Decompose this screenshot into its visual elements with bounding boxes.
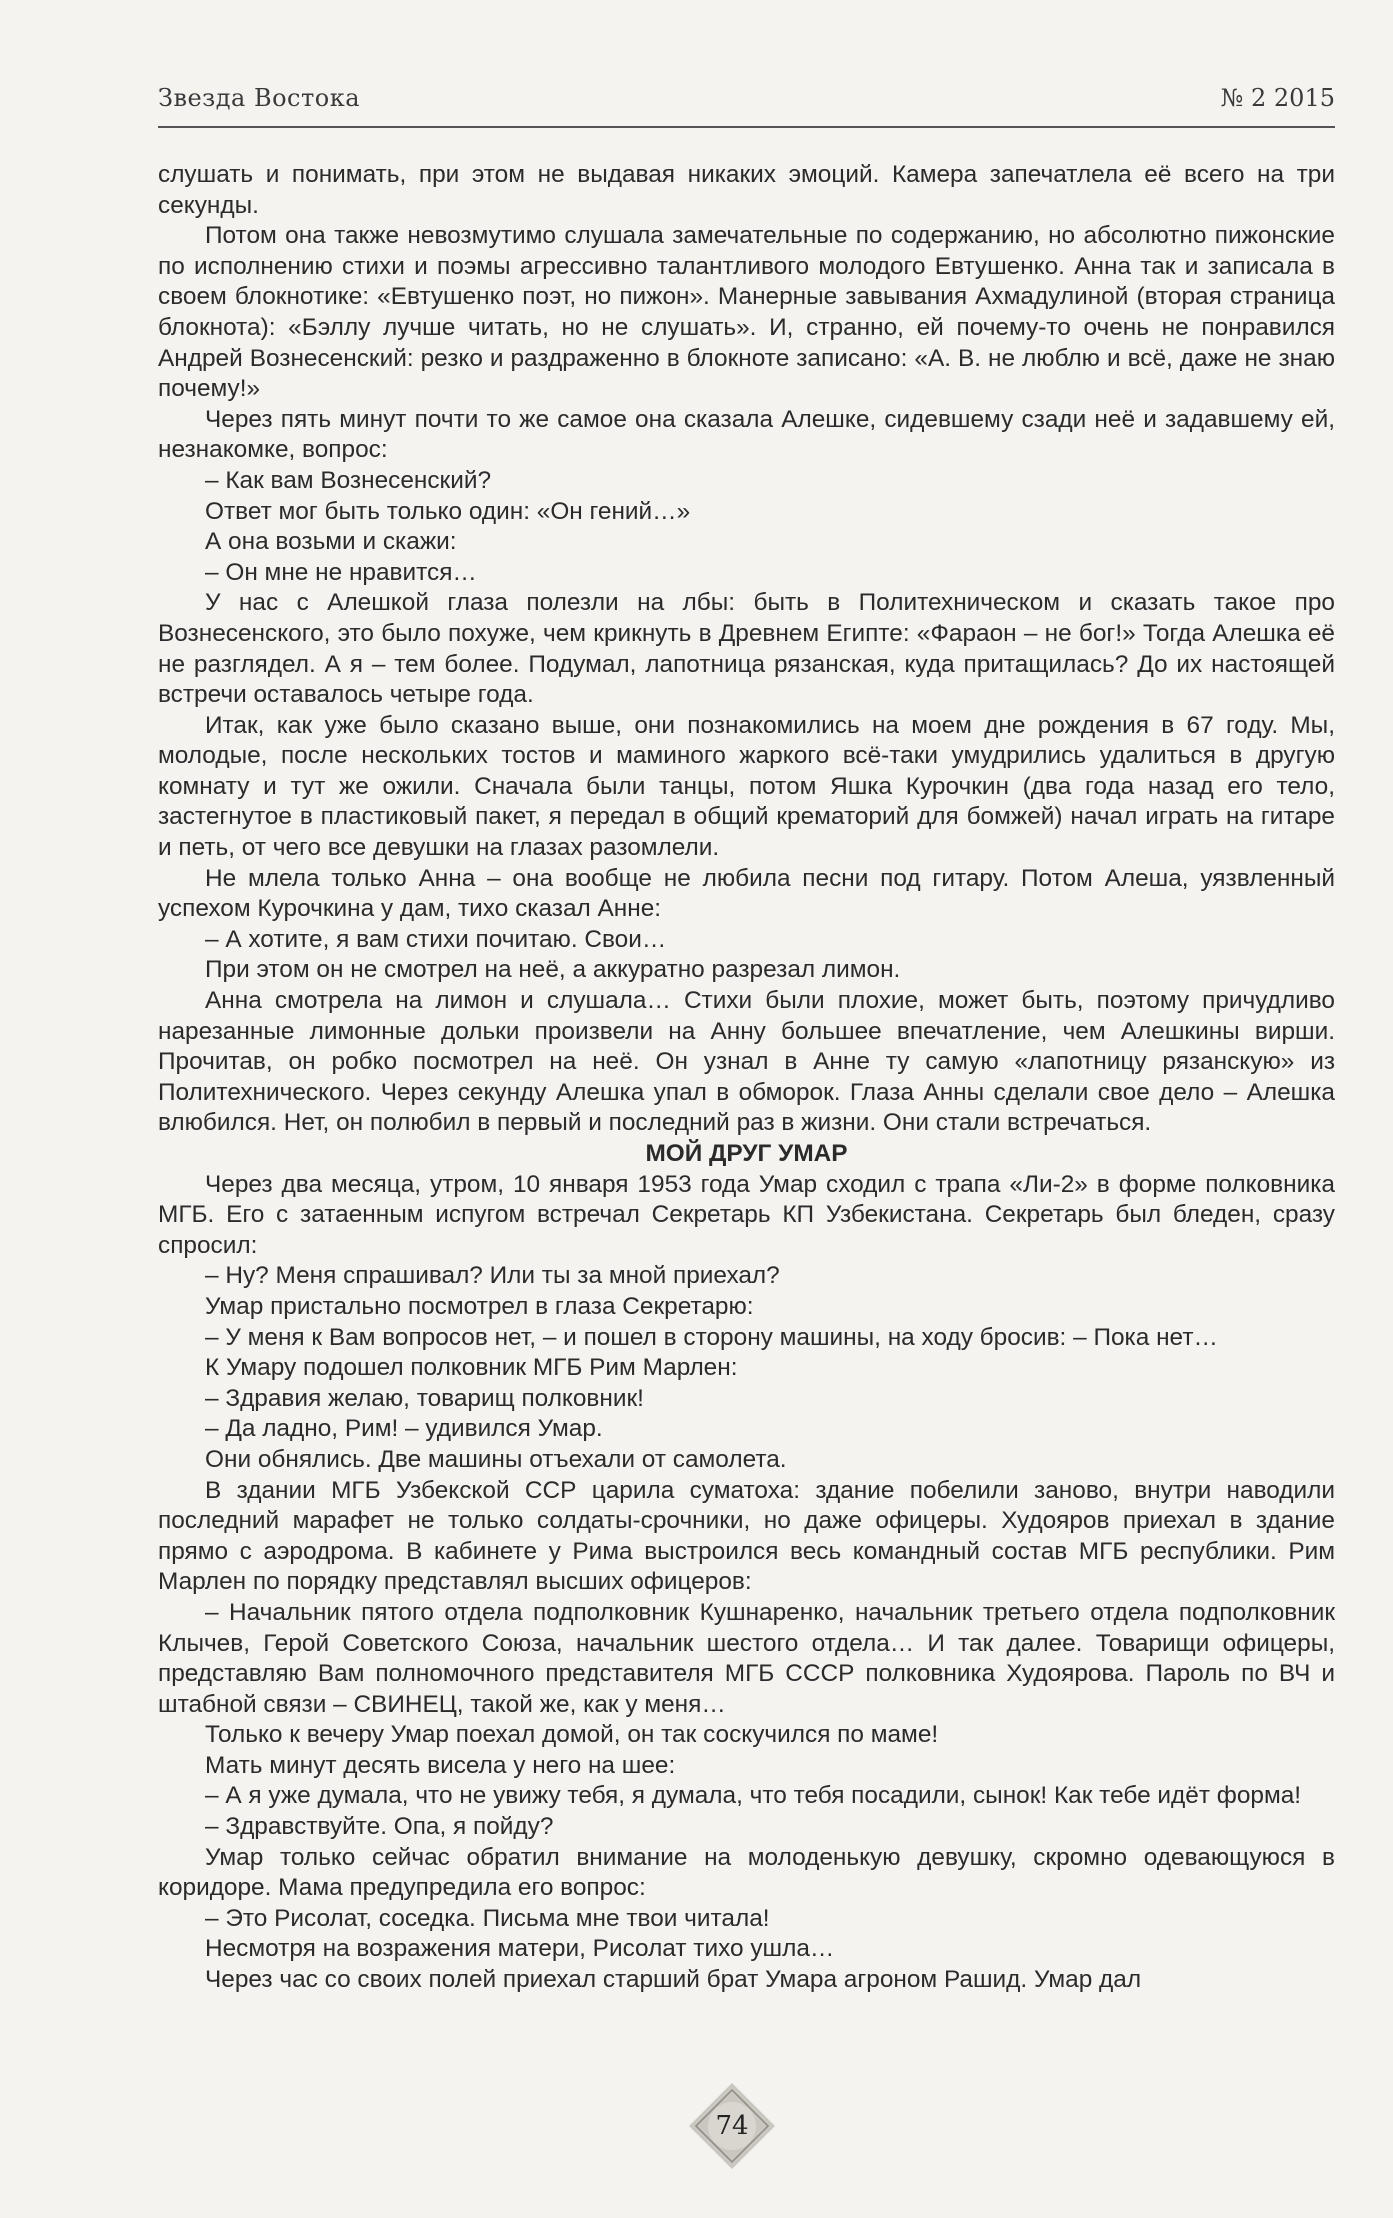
paragraph: Ответ мог быть только один: «Он гений…» [205, 497, 691, 525]
issue-number: № 2 2015 [1220, 84, 1335, 112]
page-number-badge [687, 2081, 777, 2171]
paragraph: Потом она также невозмутимо слушала замечательные по содержанию, но абсолютно пижонские по исполнению стихи и поэмы агрессивно талантливого молодого Евтушенко. Анна так и записала в своем блокнотике: «Евтушенко поэт, но пижон». Манерные завывания Ахмадулиной (вторая страница блокнота): «Бэллу лучше читать, но не слушать». И, странно, ей почему-то очень не понравился Андрей Вознесенский: резко и раздраженно в блокноте записано: «А. В. не люблю и всё, даже не знаю почему!» [158, 222, 1335, 403]
paragraph: – Как вам Вознесенский? [205, 466, 492, 494]
paragraph: – Он мне не нравится… [205, 558, 477, 586]
paragraph: – Ну? Меня спрашивал? Или ты за мной приехал? [205, 1262, 780, 1290]
paragraph: Не млела только Анна – она вообще не любила песни под гитару. Потом Алеша, уязвленный успехом Курочкина у дам, тихо сказал Анне: [158, 864, 1335, 923]
paragraph: У нас с Алешкой глаза полезли на лбы: быть в Политехническом и сказать такое про Вознесенского, это было похуже, чем крикнуть в Древнем Египте: «Фараон – не бог!» Тогда Алешка её не разглядел. А я – тем более. Подумал, лапотница рязанская, куда притащилась? До их настоящей встречи оставалось четыре года. [158, 589, 1335, 709]
paragraph: Итак, как уже было сказано выше, они познакомились на моем дне рождения в 67 году. Мы, молодые, после нескольких тостов и маминого жаркого всё-таки умудрились удалиться в другую комнату и тут же ожили. Сначала были танцы, потом Яшка Курочкин (два года назад его тело, застегнутое в пластиковый пакет, я передал в общий крематорий для бомжей) начал играть на гитаре и петь, от чего все девушки на глазах разомлели. [158, 711, 1335, 862]
paragraph: К Умару подошел полковник МГБ Рим Марлен: [205, 1354, 738, 1382]
paragraph: – Это Рисолат, соседка. Письма мне твои читала! [205, 1904, 770, 1932]
paragraph: Через пять минут почти то же самое она сказала Алешке, сидевшему сзади неё и задавшему ей, незнакомке, вопрос: [158, 405, 1335, 464]
paragraph: – Здравия желаю, товарищ полковник! [205, 1384, 644, 1412]
body-text [158, 160, 1335, 1996]
paragraph: Мать минут десять висела у него на шее: [205, 1751, 676, 1779]
paragraph: Через два месяца, утром, 10 января 1953 года Умар сходил с трапа «Ли-2» в форме полковника МГБ. Его с затаенным испугом встречал Секретарь КП Узбекистана. Секретарь был бледен, сразу спросил: [158, 1170, 1335, 1259]
paragraph: – Начальник пятого отдела подполковник Кушнаренко, начальник третьего отдела подполковник Клычев, Герой Советского Союза, начальник шестого отдела… И так далее. Товарищи офицеры, представляю Вам полномочного представителя МГБ СССР полковника Худоярова. Пароль по ВЧ и штабной связи – СВИНЕЦ, такой же, как у меня… [158, 1598, 1335, 1718]
paragraph: В здании МГБ Узбекской ССР царила суматоха: здание побелили заново, внутри наводили последний марафет не только солдаты-срочники, но даже офицеры. Худояров приехал в здание прямо с аэродрома. В кабинете у Рима выстроился весь командный состав МГБ республики. Рим Марлен по порядку представлял высших офицеров: [158, 1476, 1335, 1596]
paragraph: Умар пристально посмотрел в глаза Секретарю: [205, 1292, 754, 1320]
paragraph: – Да ладно, Рим! – удивился Умар. [205, 1415, 603, 1443]
paragraph: При этом он не смотрел на неё, а аккуратно разрезал лимон. [205, 956, 901, 984]
paragraph: – А я уже думала, что не увижу тебя, я думала, что тебя посадили, сынок! Как тебе идёт форма! [205, 1782, 1302, 1810]
paragraph: – А хотите, я вам стихи почитаю. Свои… [205, 925, 667, 953]
paragraph: Только к вечеру Умар поехал домой, он так соскучился по маме! [205, 1721, 939, 1749]
paragraph: слушать и понимать, при этом не выдавая никаких эмоций. Камера запечатлела её всего на три секунды. [158, 161, 1335, 219]
paragraph: А она возьми и скажи: [205, 528, 457, 556]
page-number: 74 [715, 2111, 749, 2141]
running-header [158, 80, 1335, 128]
paragraph: – Здравствуйте. Опа, я пойду? [205, 1813, 554, 1841]
paragraph: Несмотря на возражения матери, Рисолат тихо ушла… [205, 1935, 835, 1963]
paragraph: – У меня к Вам вопросов нет, – и пошел в сторону машины, на ходу бросив: – Пока нет… [205, 1323, 1218, 1351]
paragraph: Они обнялись. Две машины отъехали от самолета. [205, 1445, 787, 1473]
paragraph: Через час со своих полей приехал старший брат Умара агроном Рашид. Умар дал [205, 1966, 1142, 1994]
paragraph: Анна смотрела на лимон и слушала… Стихи были плохие, может быть, поэтому причудливо нарезанные лимонные дольки произвели на Анну большее впечатление, чем Алешкины вирши. Прочитав, он робко посмотрел на неё. Он узнал в Анне ту самую «лапотницу рязанскую» из Политехнического. Через секунду Алешка упал в обморок. Глаза Анны сделали свое дело – Алешка влюбился. Нет, он полюбил в первый и последний раз в жизни. Они стали встречаться. [158, 987, 1335, 1137]
paragraph: Умар только сейчас обратил внимание на молоденькую девушку, скромно одевающуюся в коридоре. Мама предупредила его вопрос: [158, 1843, 1335, 1902]
journal-title: Звезда Востока [158, 84, 361, 112]
section-heading: МОЙ ДРУГ УМАР [645, 1140, 848, 1167]
